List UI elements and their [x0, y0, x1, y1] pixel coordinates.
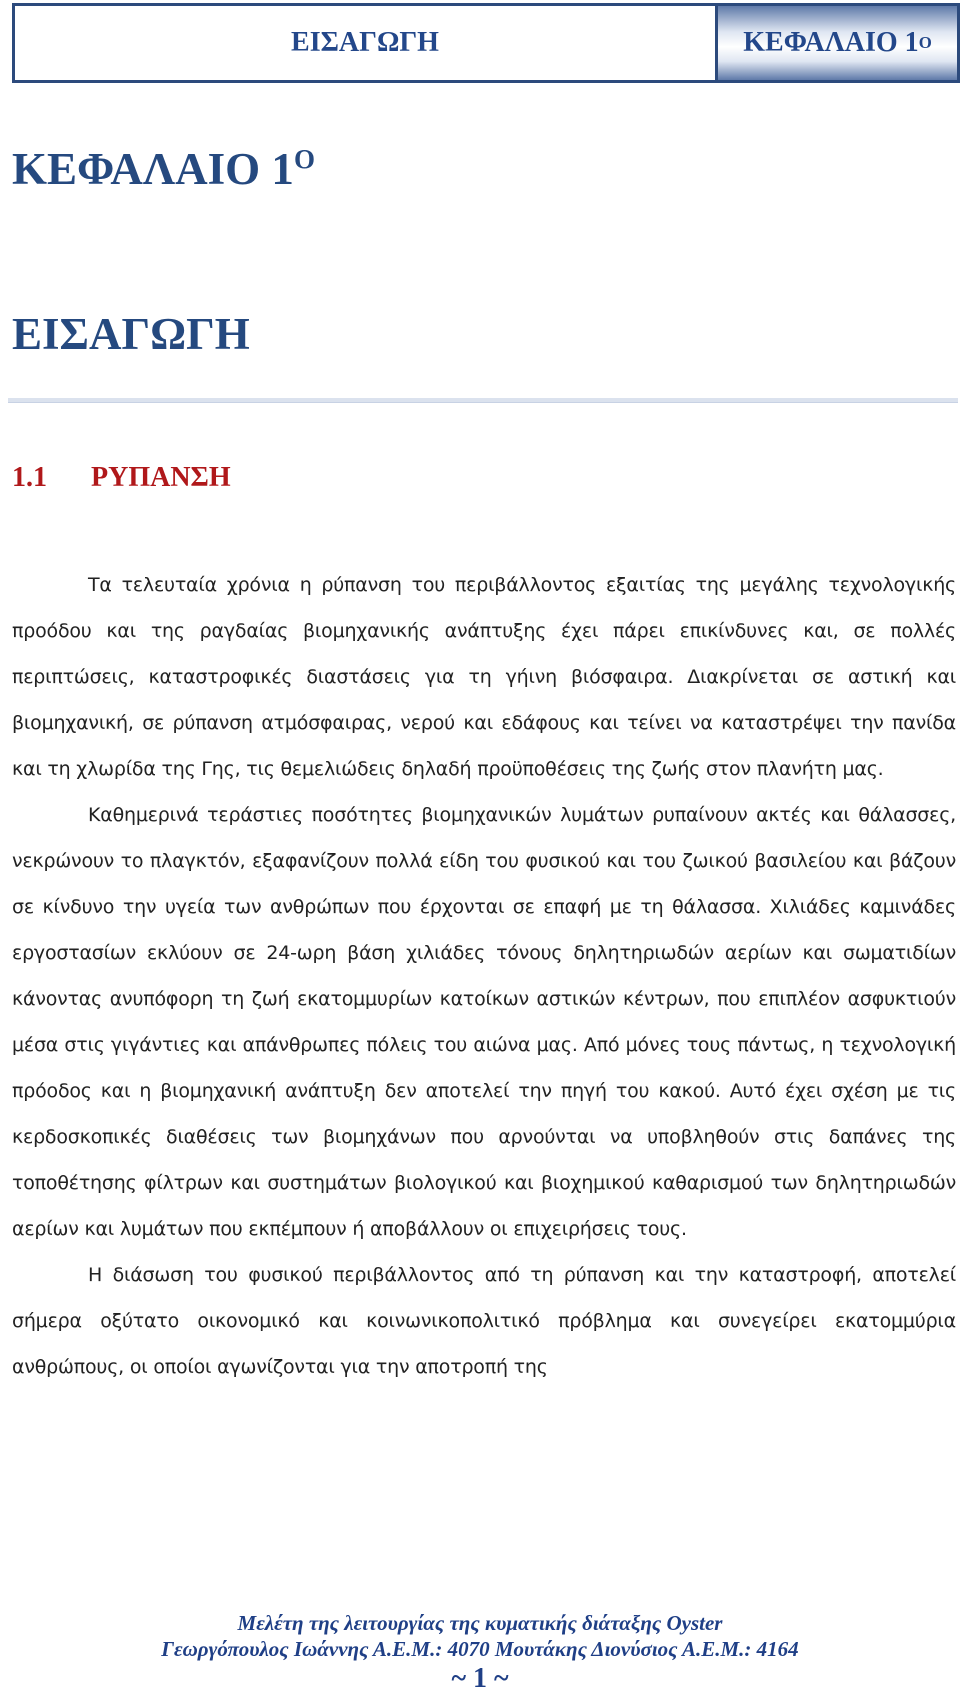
section-heading [12, 462, 231, 494]
chapter-title [12, 143, 315, 195]
page-number: ~ 1 ~ [451, 1663, 509, 1694]
paragraph-1: Τα τελευταία χρόνια η ρύπανση του περιβάλλοντος εξαιτίας της μεγάλης τεχνολογικής προόδου και της ραγδαίας βιομηχανικής ανάπτυξης έχει πάρει επικίνδυνες και, σε πολλές περιπτώσεις, καταστροφικές διαστάσεις για τη γήινη βιόσφαιρα. Διακρίνεται σε αστική και βιομηχανική, σε ρύπανση ατμόσφαιρας, νερού και εδάφους και τείνει να καταστρέψει την πανίδα και τη χλωρίδα της Γης, τις θεμελιώδεις δηλαδή προϋποθέσεις της ζωής στον πλανήτη μας. [12, 574, 956, 780]
chapter-title-text: ΚΕΦΑΛΑΙΟ 1 [12, 144, 294, 194]
section-number: 1.1 [12, 462, 47, 493]
body-text [12, 562, 956, 1390]
paragraph-3: Η διάσωση του φυσικού περιβάλλοντος από τη ρύπανση και την καταστροφή, αποτελεί σήμερα οξύτατο οικονομικό και κοινωνικοπολιτικό πρόβλημα και συνεγείρει εκατομμύρια ανθρώπους, οι οποίοι αγωνίζονται για την αποτροπή της [12, 1264, 956, 1378]
chapter-subtitle: ΕΙΣΑΓΩΓΗ [12, 309, 250, 359]
header-chapter-label: ΚΕΦΑΛΑΙΟ 1 Ο [718, 3, 960, 83]
chapter-title-sup: Ο [293, 144, 315, 174]
heading-divider [8, 398, 958, 403]
paragraph-2: Καθημερινά τεράστιες ποσότητες βιομηχανικών λυμάτων ρυπαίνουν ακτές και θάλασσες, νεκρώνουν το πλαγκτόν, εξαφανίζουν πολλά είδη του φυσικού και του ζωικού βασιλείου και βάζουν σε κίνδυνο την υγεία των ανθρώπων που έρχονται σε επαφή με τη θάλασσα. Χιλιάδες καμινάδες εργοστασίων εκλύουν σε 24-ωρη βάση χιλιάδες τόνους δηλητηριωδών αερίων και σωματιδίων κάνοντας ανυπόφορη τη ζωή εκατομμυρίων κατοίκων αστικών κέντρων, που επιπλέον ασφυκτιούν μέσα στις γιγάντιες και απάνθρωπες πόλεις του αιώνα μας. Από μόνες τους πάντως, η τεχνολογική πρόοδος και η βιομηχανική ανάπτυξη δεν αποτελεί την πηγή του κακού. Αυτό έχει σχέση με τις κερδοσκοπικές διαθέσεις των βιομηχάνων που αρνούνται να υποβληθούν στις δαπάνες της τοποθέτησης φίλτρων και συστημάτων βιολογικού και βιοχημικού καθαρισμού των δηλητηριωδών αερίων και λυμάτων που εκπέμπουν ή αποβάλλουν οι επιχειρήσεις τους. [12, 804, 956, 1240]
page-footer [0, 1610, 960, 1696]
header-chapter-text: ΚΕΦΑΛΑΙΟ 1 [743, 27, 919, 58]
footer-authors: Γεωργόπουλος Ιωάννης Α.Ε.Μ.: 4070 Μουτάκης Διονύσιος Α.Ε.Μ.: 4164 [161, 1637, 799, 1661]
footer-title: Μελέτη της λειτουργίας της κυματικής διάταξης Oyster [237, 1611, 723, 1635]
running-header [12, 3, 960, 83]
header-section-text: ΕΙΣΑΓΩΓΗ [291, 27, 439, 58]
section-title: ΡΥΠΑΝΣΗ [91, 462, 231, 493]
header-section-label [12, 3, 718, 83]
